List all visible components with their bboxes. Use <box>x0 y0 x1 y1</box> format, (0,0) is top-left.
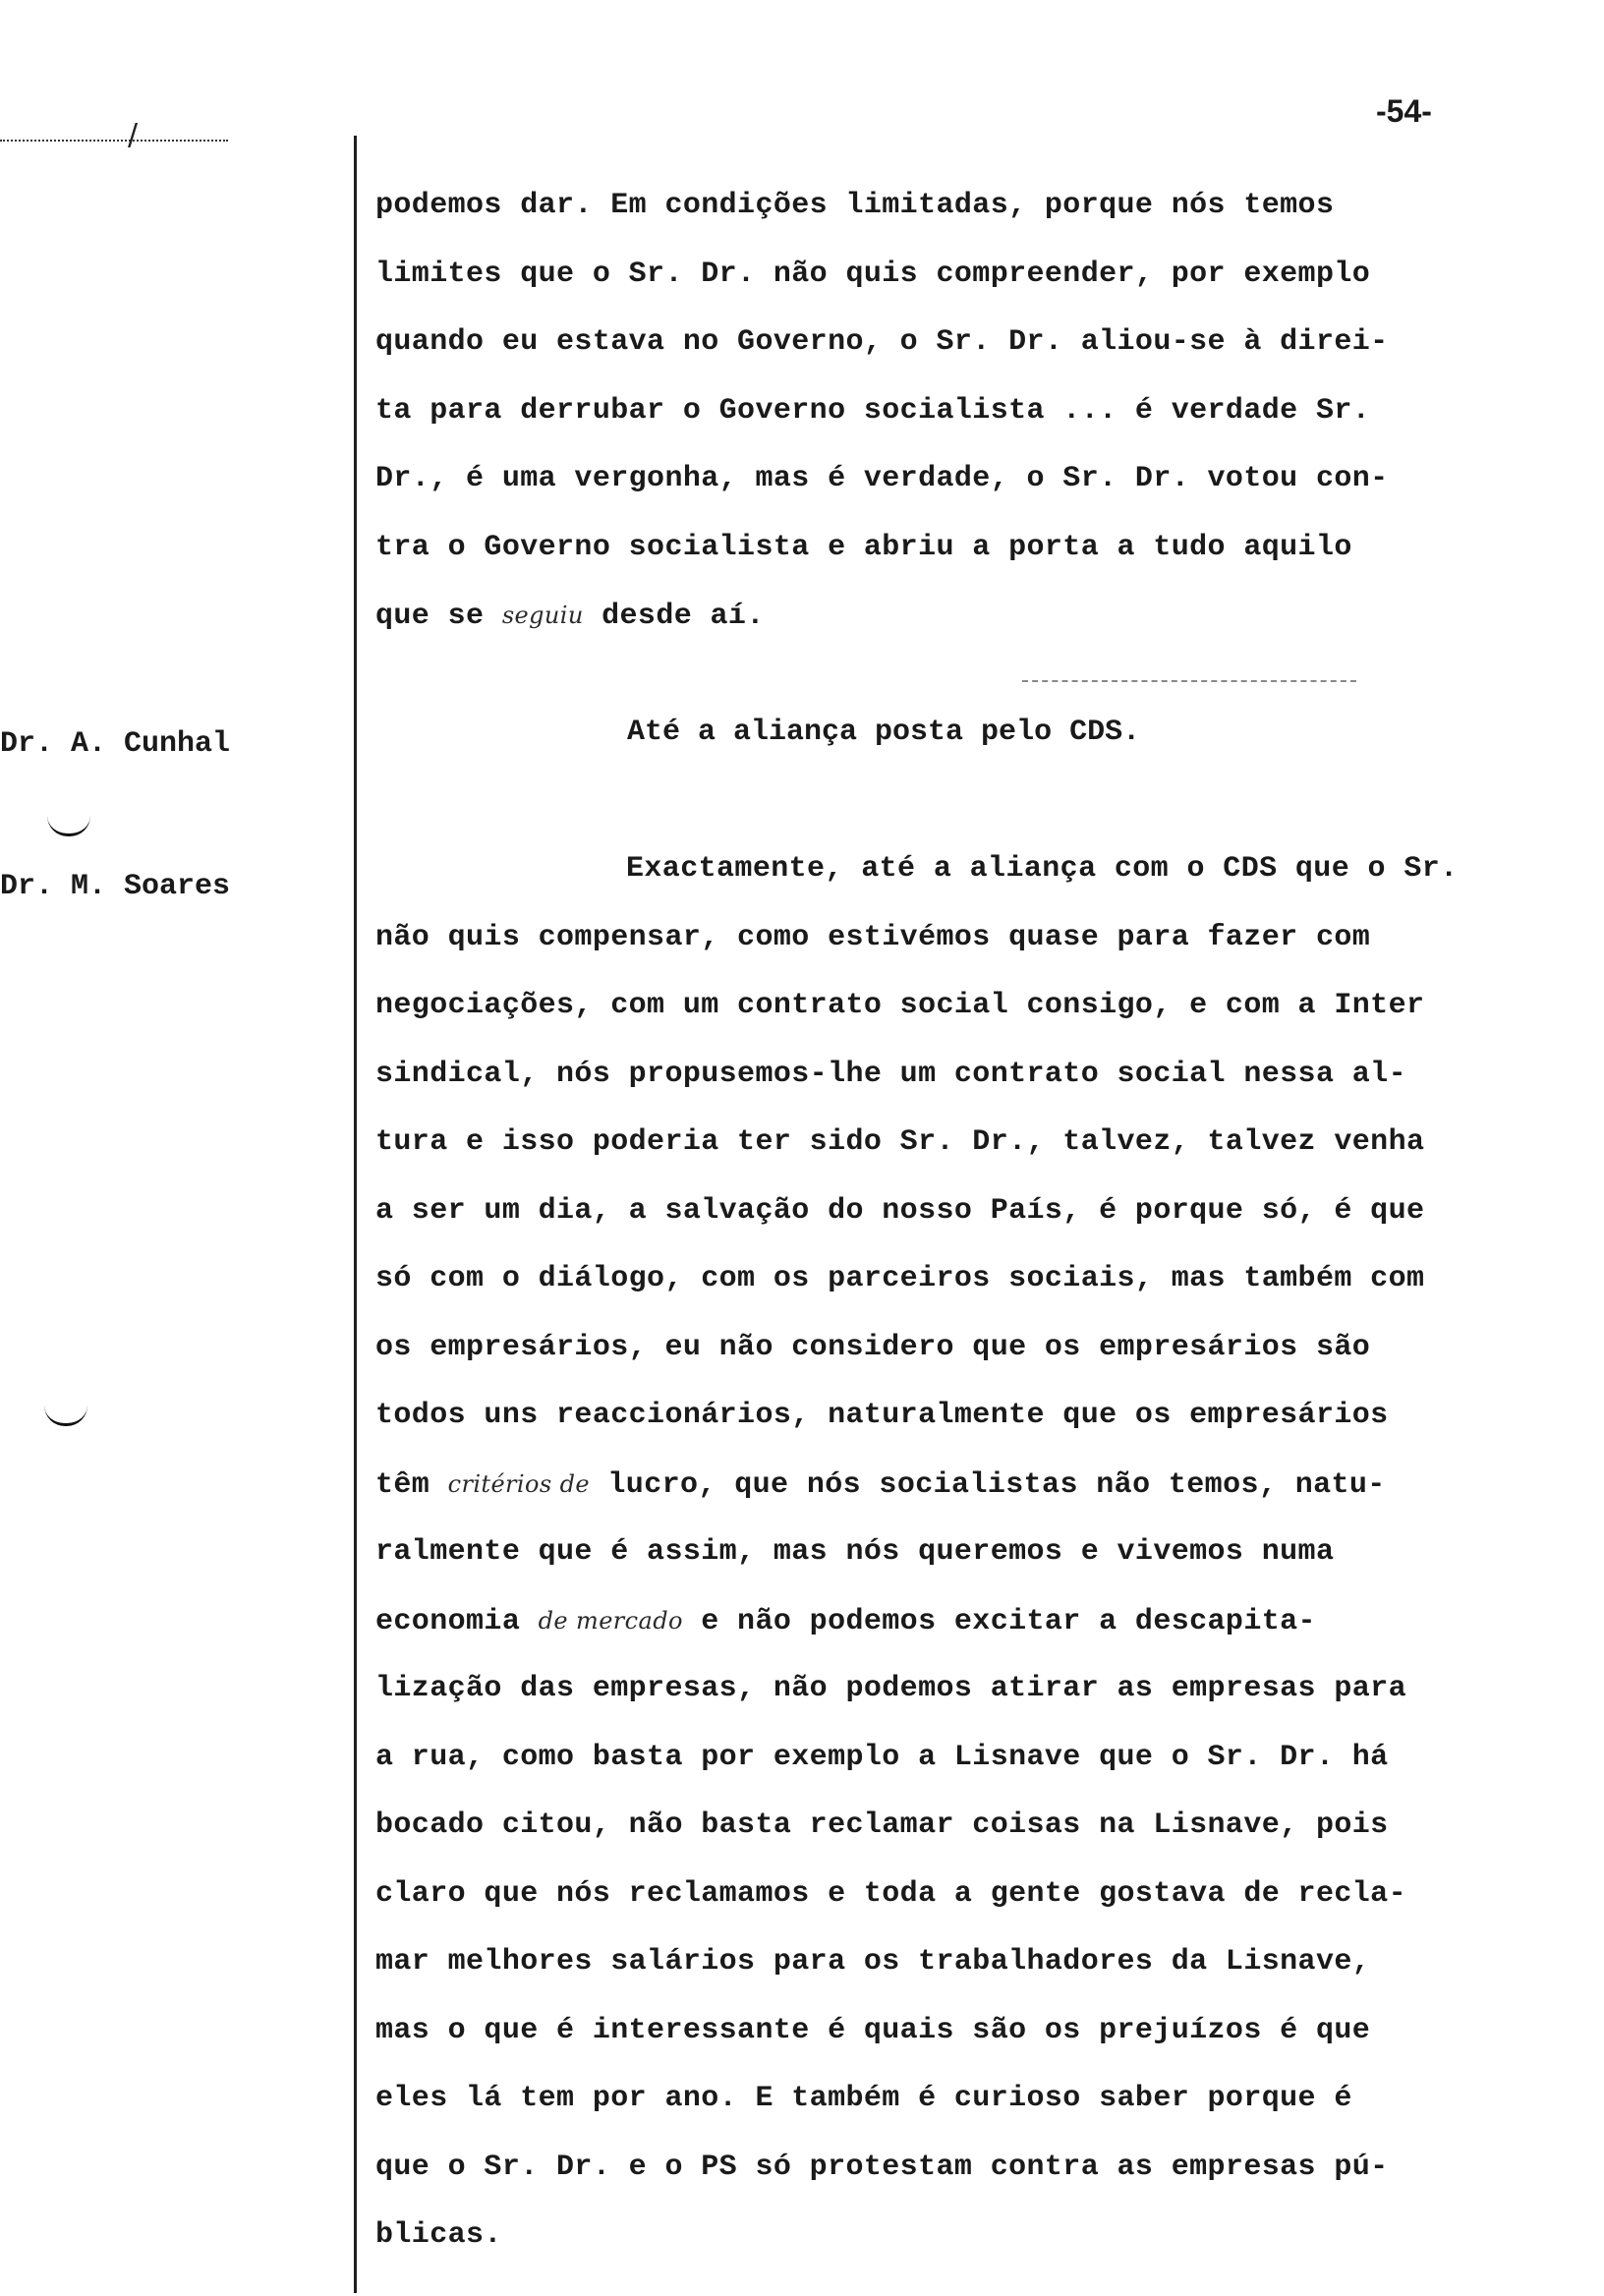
page-number: -54- <box>1376 93 1432 129</box>
margin-bracket-mark <box>44 1406 87 1426</box>
text-line: Exactamente, até a aliança com o CDS que o Sr. <box>626 852 1459 886</box>
text-line: ralmente que é assim, mas nós queremos e vivemos numa <box>375 1535 1335 1569</box>
text-line: Dr., é uma vergonha, mas é verdade, o Sr. Dr. votou con- <box>375 462 1389 495</box>
speaker-bracket-mark <box>47 816 90 836</box>
margin-rule <box>354 136 357 2293</box>
interjection-text: Até a aliança posta pelo CDS. <box>627 716 1141 749</box>
text-fragment: têm <box>375 1467 448 1502</box>
text-line: blicas. <box>375 2218 502 2252</box>
text-line: os empresários, eu não considero que os empresários são <box>375 1330 1371 1364</box>
text-line: tura e isso poderia ter sido Sr. Dr., talvez, talvez venha <box>375 1125 1425 1159</box>
main-paragraph <box>375 835 1459 2270</box>
text-line: podemos dar. Em condições limitadas, porque nós temos <box>375 189 1335 222</box>
text-fragment: lucro, que nós socialistas não temos, natu- <box>589 1467 1386 1502</box>
text-fragment: economia <box>375 1604 539 1638</box>
text-line: sindical, nós propusemos-lhe um contrato social nessa al- <box>375 1057 1406 1091</box>
text-line: mas o que é interessante é quais são os prejuízos é que <box>375 2013 1371 2047</box>
text-line: lização das empresas, não podemos atirar as empresas para <box>375 1672 1406 1705</box>
top-paragraph <box>375 172 1389 651</box>
handwritten-correction: seguiu <box>501 602 584 629</box>
text-line: limites que o Sr. Dr. não quis compreender, por exemplo <box>375 257 1371 291</box>
handwritten-correction: critérios de <box>447 1469 590 1498</box>
text-line: negociações, com um contrato social consigo, e com a Inter <box>375 989 1425 1022</box>
dashed-separator <box>1022 680 1356 682</box>
text-line <box>375 1451 1459 1520</box>
speaker-label-soares: Dr. M. Soares <box>0 870 231 903</box>
text-line: bocado citou, não basta reclamar coisas na Lisnave, pois <box>375 1808 1389 1842</box>
text-line: que o Sr. Dr. e o PS só protestam contra as empresas pú- <box>375 2150 1389 2184</box>
text-line: mar melhores salários para os trabalhadores da Lisnave, <box>375 1945 1371 1979</box>
margin-dotted-line <box>0 140 228 142</box>
text-fragment: e não podemos excitar a descapita- <box>682 1604 1316 1638</box>
text-line: claro que nós reclamamos e toda a gente gostava de recla- <box>375 1876 1406 1911</box>
text-fragment: desde aí. <box>583 600 765 633</box>
text-line: quando eu estava no Governo, o Sr. Dr. aliou-se à direi- <box>375 325 1389 359</box>
text-line: não quis compensar, como estivémos quase para fazer com <box>375 920 1371 954</box>
text-line <box>375 582 1389 651</box>
margin-slash-mark: / <box>128 118 139 152</box>
speaker-label-cunhal: Dr. A. Cunhal <box>0 727 231 761</box>
text-line: só com o diálogo, com os parceiros sociais, mas também com <box>375 1262 1425 1295</box>
text-line: eles lá tem por ano. E também é curioso saber porque é <box>375 2082 1352 2115</box>
text-fragment: que se <box>375 600 502 633</box>
handwritten-correction: de mercado <box>538 1606 683 1635</box>
text-line: todos uns reaccionários, naturalmente que os empresários <box>375 1399 1389 1432</box>
text-line: tra o Governo socialista e abriu a porta a tudo aquilo <box>375 530 1352 564</box>
text-line: a rua, como basta por exemplo a Lisnave que o Sr. Dr. há <box>375 1740 1389 1774</box>
text-line: a ser um dia, a salvação do nosso País, é porque só, é que <box>375 1193 1425 1228</box>
text-line: ta para derrubar o Governo socialista ... é verdade Sr. <box>375 393 1371 428</box>
text-line <box>375 1587 1459 1656</box>
